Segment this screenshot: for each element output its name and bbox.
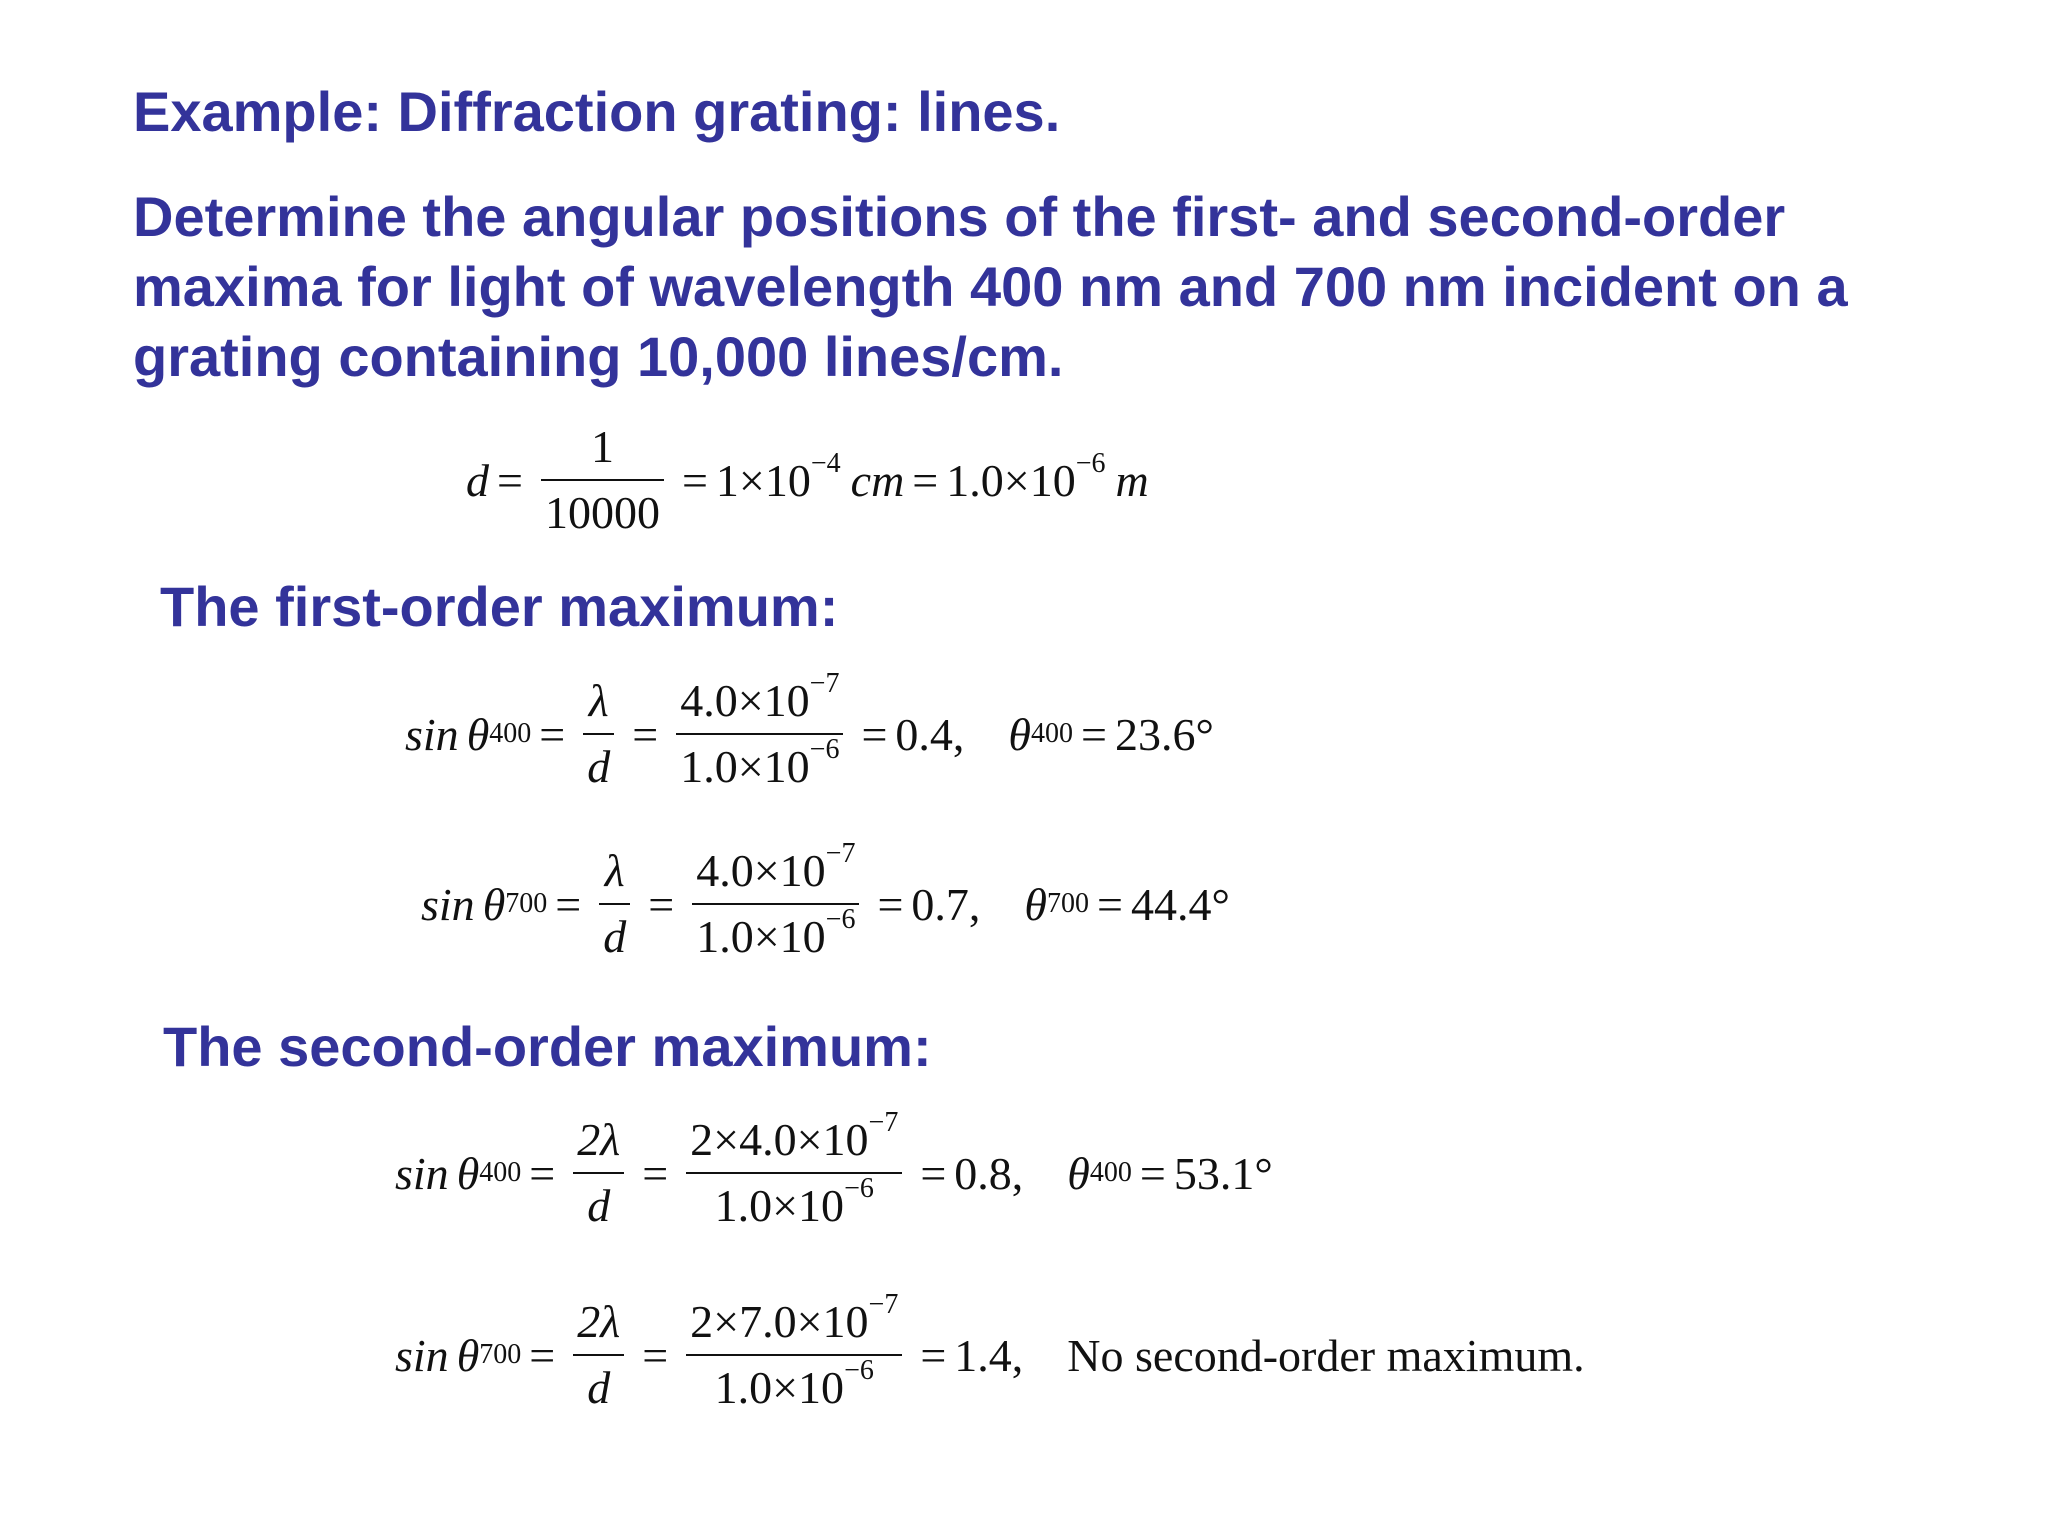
first-order-heading: The first-order maximum: xyxy=(160,575,839,638)
problem-statement xyxy=(133,182,1848,392)
unit-cm: cm xyxy=(850,454,905,506)
equals-sign: = xyxy=(861,708,888,760)
second-order-700-equation: sin θ 700 = $\frac{2\lambda}{d}$ = $\frac{2\times 7.0\times 10^{-7}}{1.0\times 10^{-6}}$ = 1.4, No second-order maximum. xyxy=(395,1290,1585,1420)
sine-result: 1.4, xyxy=(954,1329,1024,1381)
equals-sign: = xyxy=(1097,878,1123,930)
equals-sign: = xyxy=(555,878,582,930)
spacing-fraction xyxy=(541,415,664,545)
equals-sign: = xyxy=(681,454,708,506)
equals-sign: = xyxy=(539,708,566,760)
equals-sign: = xyxy=(912,454,939,506)
no-maximum-note: No second-order maximum. xyxy=(1067,1329,1585,1381)
equals-sign: = xyxy=(920,1147,947,1199)
angle-result: 23.6° xyxy=(1114,708,1214,760)
angle-result: 44.4° xyxy=(1130,878,1230,930)
problem-line-2: maxima for light of wavelength 400 nm and 700 nm incident on a xyxy=(133,255,1848,318)
sine-result: 0.8, xyxy=(954,1147,1024,1199)
angle-result: 53.1° xyxy=(1173,1147,1273,1199)
equals-sign: = xyxy=(1081,708,1107,760)
equals-sign: = xyxy=(529,1329,556,1381)
lambda-over-d: $\frac{\lambda}{d}$ xyxy=(599,839,630,969)
theta-symbol: θ xyxy=(1008,708,1032,760)
second-order-400-equation: sin θ 400 = $\frac{2\lambda}{d}$ = $\frac{2\times 4.0\times 10^{-7}}{1.0\times 10^{-6}}$ = 0.8, θ 400 = 53.1° xyxy=(395,1108,1273,1238)
problem-line-3: grating containing 10,000 lines/cm. xyxy=(133,325,1064,388)
spacing-symbol: d xyxy=(466,454,489,506)
unit-m: m xyxy=(1115,454,1149,506)
equals-sign: = xyxy=(642,1329,669,1381)
equals-sign: = xyxy=(648,878,675,930)
theta-symbol: θ xyxy=(1024,878,1048,930)
sin-label: sin xyxy=(405,708,459,760)
second-order-heading: The second-order maximum: xyxy=(163,1015,932,1078)
equals-sign: = xyxy=(632,708,659,760)
sin-label: sin xyxy=(395,1329,449,1381)
numeric-fraction: $\frac{4.0\times 10^{-7}}{1.0\times 10^{-6}}$ xyxy=(692,839,859,969)
numeric-fraction: $\frac{4.0\times 10^{-7}}{1.0\times 10^{-6}}$ xyxy=(676,669,843,799)
slide-title: Example: Diffraction grating: lines. xyxy=(133,80,1061,143)
spacing-value-m: $1.0\times 10^{-6}$ xyxy=(946,447,1106,506)
equals-sign: = xyxy=(877,878,904,930)
theta-symbol: θ xyxy=(456,1147,480,1199)
theta-symbol: θ xyxy=(466,708,490,760)
two-lambda-over-d: $\frac{2\lambda}{d}$ xyxy=(573,1108,624,1238)
two-lambda-over-d: $\frac{2\lambda}{d}$ xyxy=(573,1290,624,1420)
fraction-numerator: 1 xyxy=(590,421,614,472)
equals-sign: = xyxy=(497,454,523,506)
sine-result: 0.4, xyxy=(895,708,965,760)
fraction-denominator: 10000 xyxy=(544,487,660,538)
equals-sign: = xyxy=(920,1329,947,1381)
problem-line-1: Determine the angular positions of the first- and second-order xyxy=(133,185,1786,248)
lambda-over-d: $\frac{\lambda}{d}$ xyxy=(583,669,614,799)
theta-symbol: θ xyxy=(482,878,506,930)
sin-label: sin xyxy=(421,878,475,930)
numeric-fraction: $\frac{2\times 4.0\times 10^{-7}}{1.0\times 10^{-6}}$ xyxy=(686,1108,902,1238)
sin-label: sin xyxy=(395,1147,449,1199)
equals-sign: = xyxy=(529,1147,556,1199)
first-order-400-equation: sin θ 400 = $\frac{\lambda}{d}$ = $\frac{4.0\times 10^{-7}}{1.0\times 10^{-6}}$ = 0.4, θ 400 = 23.6° xyxy=(405,669,1214,799)
spacing-value-cm: $1\times 10^{-4}$ xyxy=(715,447,841,506)
equals-sign: = xyxy=(1139,1147,1166,1199)
sine-result: 0.7, xyxy=(911,878,981,930)
first-order-700-equation: sin θ 700 = $\frac{\lambda}{d}$ = $\frac{4.0\times 10^{-7}}{1.0\times 10^{-6}}$ = 0.7, θ 700 = 44.4° xyxy=(421,839,1230,969)
theta-symbol: θ xyxy=(1067,1147,1090,1199)
equals-sign: = xyxy=(642,1147,669,1199)
theta-symbol: θ xyxy=(456,1329,480,1381)
grating-spacing-equation xyxy=(466,415,1149,545)
numeric-fraction: $\frac{2\times 7.0\times 10^{-7}}{1.0\times 10^{-6}}$ xyxy=(686,1290,902,1420)
